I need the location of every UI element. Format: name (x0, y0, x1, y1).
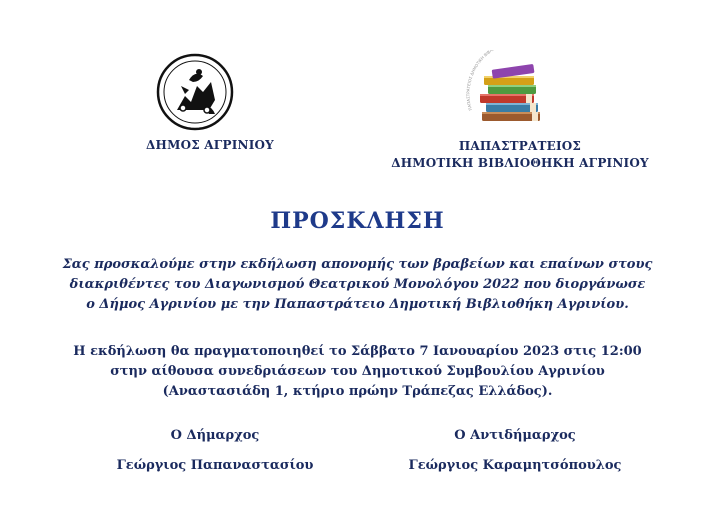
paragraph1-line1: Σας προσκαλούμε στην εκδήλωση απονομής των βραβείων και επαίνων στους (62, 257, 653, 272)
municipality-name: ΔΗΜΟΣ ΑΓΡΙΝΙΟΥ (146, 138, 274, 152)
deputy-mayor-name: Γεώργιος Καραμητσόπουλος (408, 458, 622, 473)
paragraph2-line2: στην αίθουσα συνεδριάσεων του Δημοτικού Συμβουλίου Αγρινίου (110, 364, 605, 379)
invitation-title: ΠΡΟΣΚΛΗΣΗ (270, 208, 445, 234)
paragraph2-line3: (Αναστασιάδη 1, κτήριο πρώην Τράπεζας Ελλάδος). (162, 384, 553, 399)
paragraph1-line3: ο Δήμος Αγρινίου με την Παπαστράτειο Δημοτική Βιβλιοθήκη Αγρινίου. (86, 297, 629, 312)
mayor-name: Γεώργιος Παπαναστασίου (116, 458, 314, 473)
invitation-paragraph-1 (40, 255, 675, 315)
library-logo-arc-text: ΠΑΠΑΣΤΡΑΤΕΙΟΣ ΔΗΜΟΤΙΚΗ ΒΙΒΛ (465, 50, 494, 112)
library-books-logo (452, 50, 584, 132)
paragraph2-line1: Η εκδήλωση θα πραγματοποιηθεί το Σάββατο 7 Ιανουαρίου 2023 στις 12:00 (73, 344, 642, 359)
library-name-line1: ΠΑΠΑΣΤΡΑΤΕΙΟΣ (458, 139, 582, 153)
paragraph1-line2: διακριθέντες του Διαγωνισμού Θεατρικού Μονολόγου 2022 που διοργάνωσε (69, 277, 646, 292)
library-name (370, 138, 670, 172)
deputy-mayor-title: Ο Αντιδήμαρχος (454, 428, 576, 443)
library-name-line2: ΔΗΜΟΤΙΚΗ ΒΙΒΛΙΟΘΗΚΗ ΑΓΡΙΝΙΟΥ (391, 156, 649, 170)
municipality-seal-logo (155, 52, 235, 132)
mayor-title: Ο Δήμαρχος (170, 428, 260, 443)
invitation-paragraph-2 (40, 342, 675, 402)
